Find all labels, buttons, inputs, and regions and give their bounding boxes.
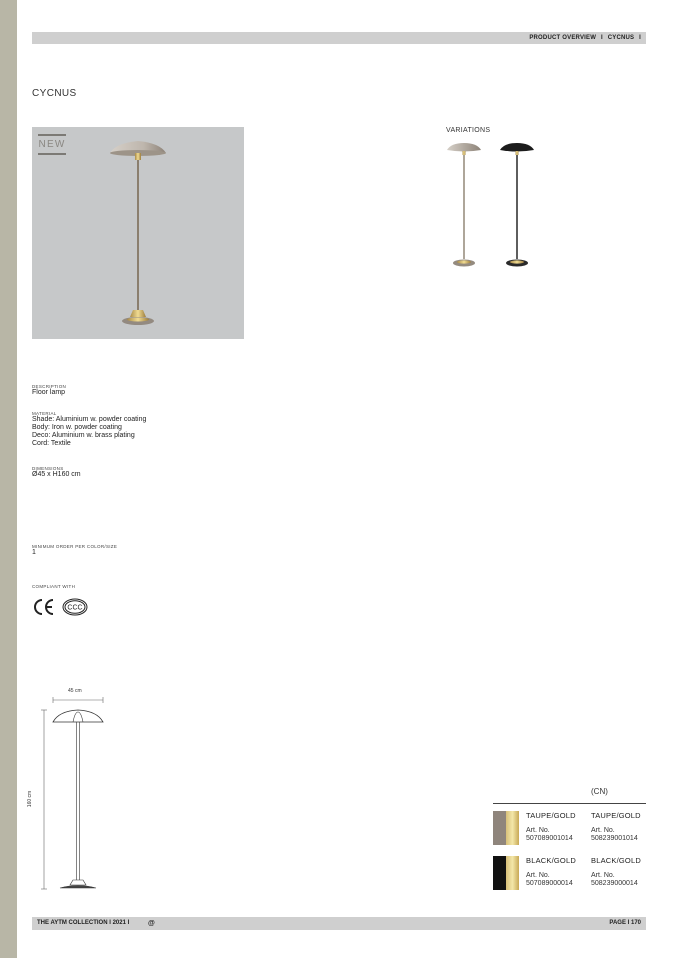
hero-image bbox=[32, 127, 244, 339]
spec-material-line: Body: Iron w. powder coating bbox=[32, 424, 122, 431]
new-badge-text: NEW bbox=[38, 139, 66, 150]
footer-separator: I bbox=[627, 920, 630, 926]
footer-collection bbox=[37, 917, 129, 930]
variant-name: BLACK/GOLD bbox=[591, 856, 641, 865]
art-no-value: 507089000014 bbox=[526, 880, 573, 887]
ccc-mark-icon bbox=[63, 599, 87, 615]
footer-collection-name: THE AYTM COLLECTION bbox=[37, 920, 108, 926]
footer-year: 2021 bbox=[112, 920, 126, 926]
spec-minimum-order-label: MINIMUM ORDER PER COLOR/SIZE bbox=[32, 544, 118, 549]
spec-dimensions-value: Ø45 x H160 cm bbox=[32, 471, 81, 478]
header-product: CYCNUS bbox=[607, 35, 635, 41]
footer-bar bbox=[32, 917, 646, 930]
footer-page bbox=[609, 917, 641, 930]
spec-material-label: MATERIAL bbox=[32, 411, 57, 416]
dimension-width-label: 45 cm bbox=[68, 688, 82, 694]
art-no-value: 508239000014 bbox=[591, 880, 638, 887]
art-no-label: Art. No. bbox=[591, 872, 615, 879]
variation-taupe-lamp[interactable] bbox=[444, 141, 484, 269]
spec-material-line: Shade: Aluminium w. powder coating bbox=[32, 416, 147, 423]
spec-minimum-order-value: 1 bbox=[32, 549, 36, 556]
footer-separator: I bbox=[109, 920, 111, 926]
header-separator: I bbox=[600, 35, 603, 41]
lamp-outline-drawing bbox=[28, 686, 118, 891]
spec-compliant bbox=[32, 584, 75, 589]
art-no-value: 508239001014 bbox=[591, 835, 638, 842]
variant-name: TAUPE/GOLD bbox=[526, 811, 576, 820]
variant-name: TAUPE/GOLD bbox=[591, 811, 641, 820]
spec-description-label: DESCRIPTION bbox=[32, 384, 67, 389]
ce-mark-icon bbox=[35, 600, 53, 614]
art-no-label: Art. No. bbox=[526, 827, 550, 834]
spec-minimum-order bbox=[32, 544, 117, 557]
art-no-value: 507089001014 bbox=[526, 835, 573, 842]
header-end-mark: I bbox=[639, 35, 641, 41]
spec-description-value: Floor lamp bbox=[32, 389, 66, 396]
side-strip bbox=[0, 0, 17, 958]
footer-page-label: PAGE bbox=[609, 920, 626, 926]
spec-description bbox=[32, 384, 66, 397]
floor-lamp-photo bbox=[32, 127, 244, 339]
svg-text:CCC: CCC bbox=[67, 604, 83, 612]
spec-material bbox=[32, 411, 146, 448]
header-bar bbox=[32, 32, 646, 44]
dimension-drawing bbox=[28, 686, 118, 891]
spec-material-line: Cord: Textile bbox=[32, 440, 71, 447]
footer-page-number: 170 bbox=[630, 920, 641, 926]
variant-right bbox=[591, 811, 641, 843]
cn-column-label: (CN) bbox=[591, 787, 608, 796]
art-no-label: Art. No. bbox=[591, 827, 615, 834]
footer-separator: I bbox=[127, 920, 130, 926]
variations-label: VARIATIONS bbox=[446, 127, 491, 134]
black-gold-swatch bbox=[493, 856, 519, 890]
spec-compliant-label: COMPLIANT WITH bbox=[32, 584, 76, 589]
variant-left bbox=[526, 811, 576, 843]
variant-left bbox=[526, 856, 576, 888]
spec-material-line: Deco: Aluminium w. brass plating bbox=[32, 432, 135, 439]
spec-dimensions-label: DIMENSIONS bbox=[32, 466, 64, 471]
variation-black-lamp[interactable] bbox=[497, 141, 537, 269]
product-title: CYCNUS bbox=[32, 88, 77, 99]
dimension-height-label: 160 cm bbox=[27, 790, 34, 808]
table-divider bbox=[493, 803, 646, 804]
variant-right bbox=[591, 856, 641, 888]
variant-name: BLACK/GOLD bbox=[526, 856, 576, 865]
footer-logo-icon: @ bbox=[148, 920, 155, 927]
header-section: PRODUCT OVERVIEW bbox=[529, 35, 597, 41]
taupe-gold-swatch bbox=[493, 811, 519, 845]
certification-marks bbox=[32, 596, 92, 618]
spec-dimensions bbox=[32, 466, 81, 479]
art-no-label: Art. No. bbox=[526, 872, 550, 879]
